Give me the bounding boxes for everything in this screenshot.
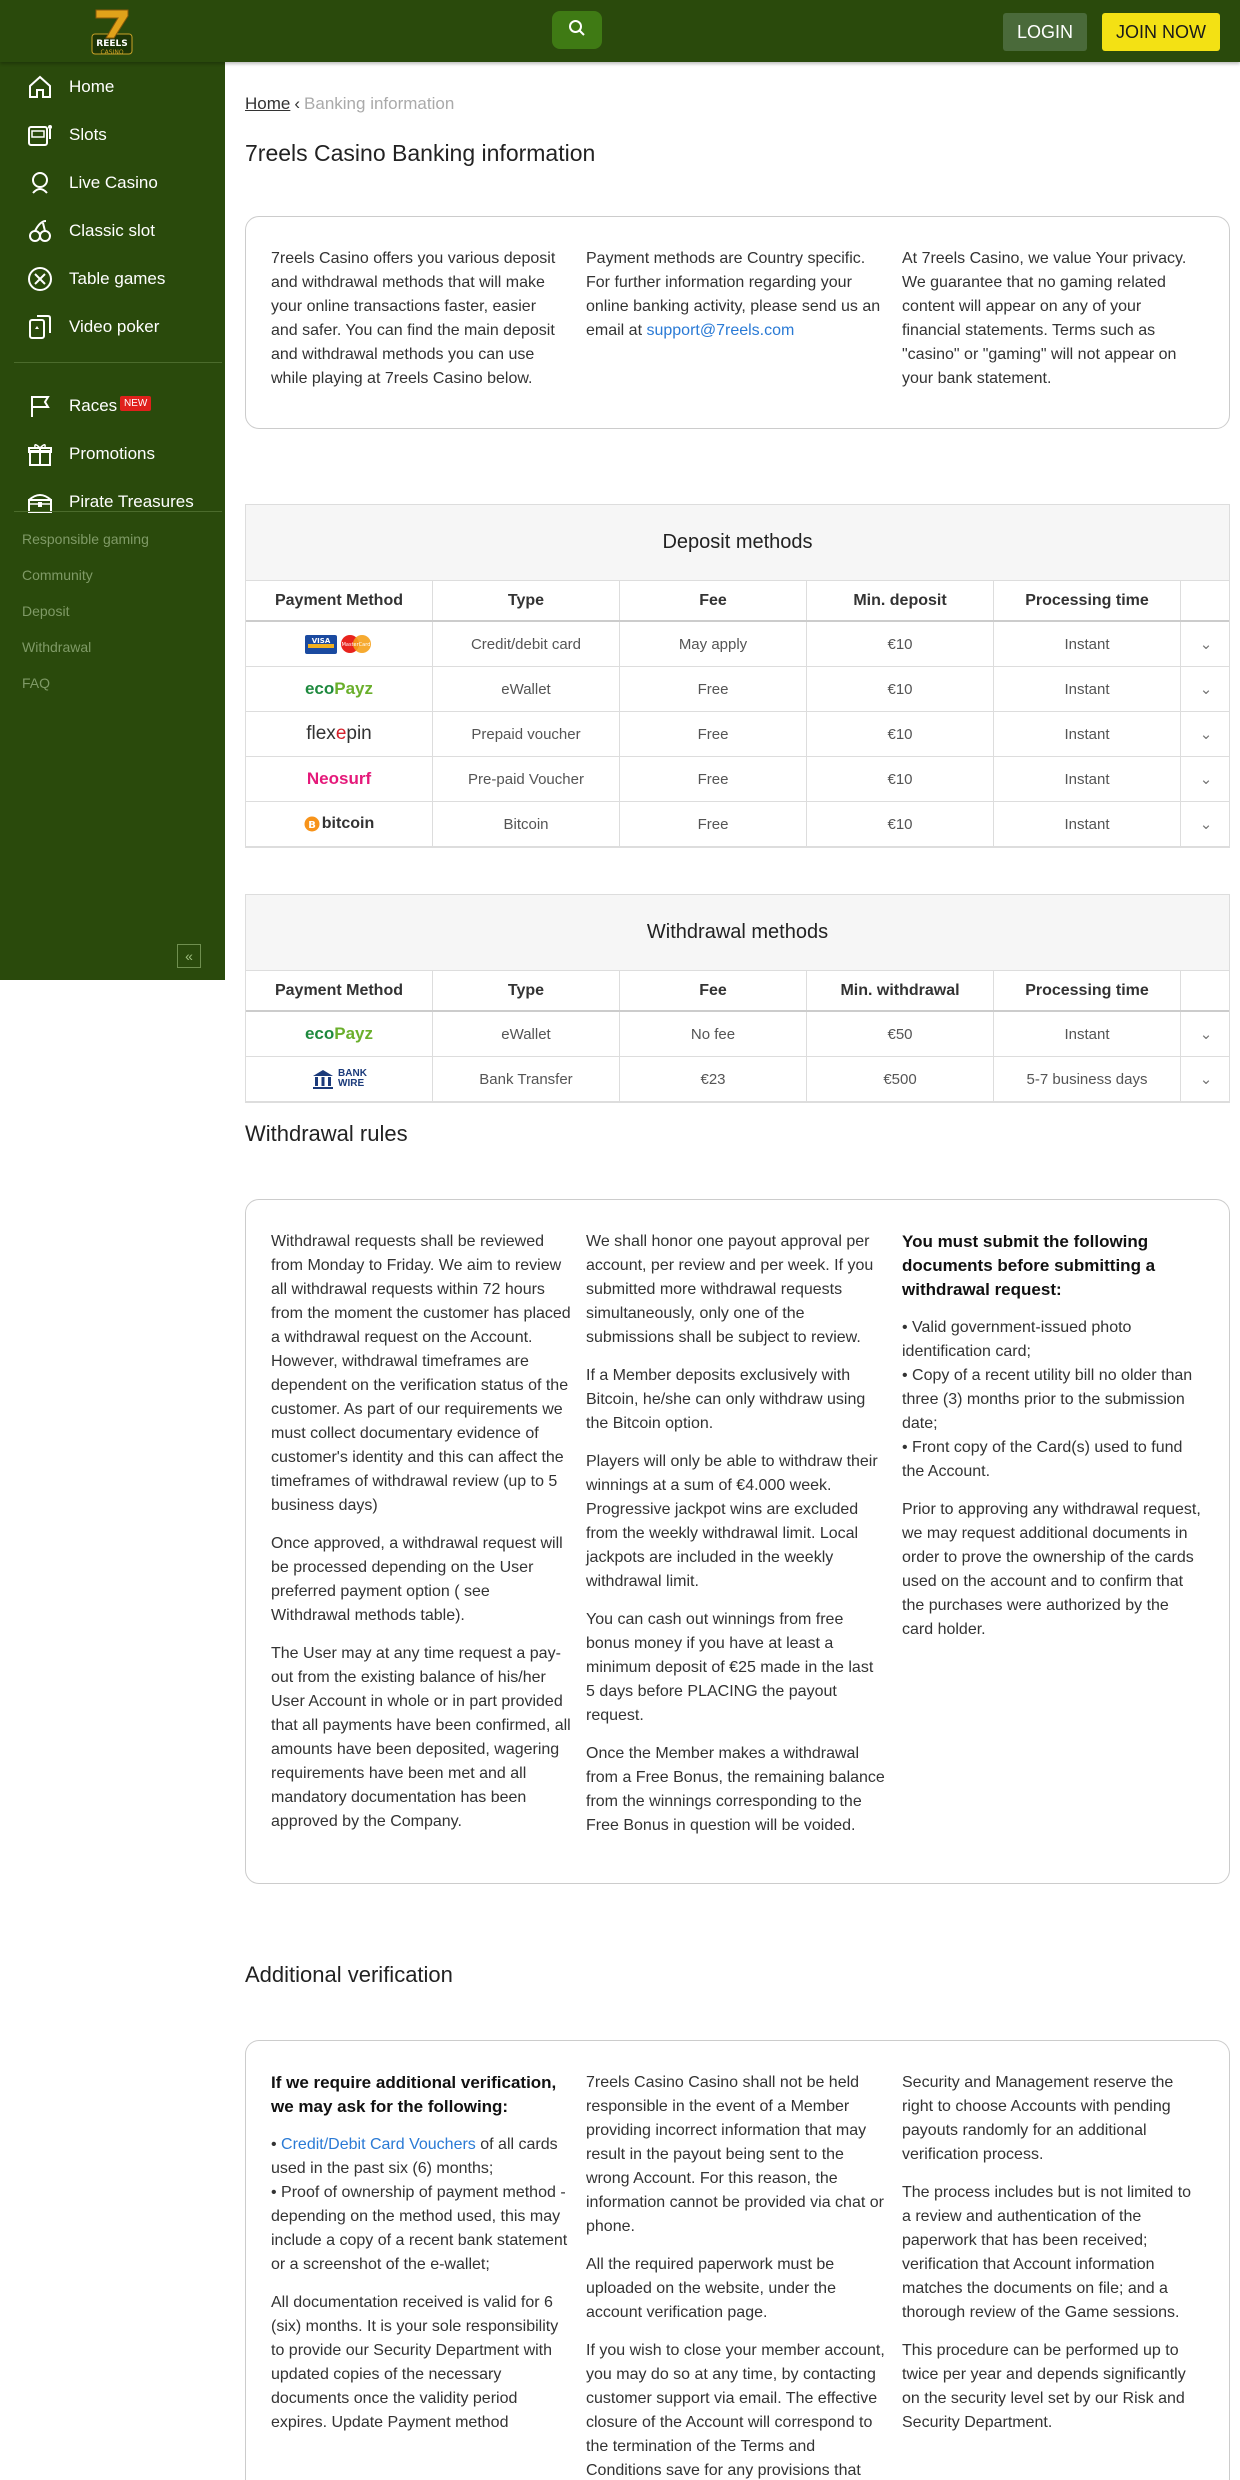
breadcrumb-current: Banking information	[304, 94, 455, 113]
min-withdrawal-cell: €50	[807, 1012, 994, 1056]
deposit-methods-table	[245, 504, 1230, 848]
visa-mastercard-logo	[246, 622, 433, 666]
processing-time-cell: 5-7 business days	[994, 1057, 1181, 1101]
double-chevron-left-icon: «	[185, 948, 193, 964]
sidebar-item-pirate-treasures[interactable]	[0, 480, 225, 524]
intro-card	[245, 216, 1230, 429]
cards-icon	[26, 313, 54, 341]
column-header: Fee	[620, 581, 807, 620]
min-deposit-cell: €10	[807, 802, 994, 846]
list-item: • Front copy of the Card(s) used to fund the Account.	[902, 1439, 1183, 1480]
min-withdrawal-cell: €500	[807, 1057, 994, 1101]
support-email-link[interactable]: support@7reels.com	[646, 322, 795, 339]
intro-col-3: At 7reels Casino, we value Your privacy. We guarantee that no gaming related content will appear on any of your financial statements. Terms such as "casino" or "gaming" will not appear on your bank statement.	[902, 250, 1187, 387]
chevron-down-icon[interactable]: ⌄	[1199, 726, 1213, 743]
sidebar-item-slots[interactable]	[0, 113, 225, 157]
sidebar-link-faq[interactable]: FAQ	[22, 675, 51, 691]
min-deposit-cell: €10	[807, 622, 994, 666]
top-bar	[0, 0, 1240, 62]
type-cell: Pre-paid Voucher	[433, 757, 620, 801]
collapse-sidebar-button[interactable]	[177, 944, 201, 968]
type-cell: eWallet	[433, 667, 620, 711]
min-deposit-cell: €10	[807, 667, 994, 711]
sidebar-item-races[interactable]	[0, 384, 225, 428]
sidebar-item-promotions[interactable]	[0, 432, 225, 476]
deposit-table-title: Deposit methods	[246, 505, 1229, 581]
verification-paragraph: This procedure can be performed up to twice per year and depends significantly on the security level set by our Risk and Security Department.	[902, 2342, 1186, 2431]
search-button[interactable]	[552, 11, 602, 49]
column-header: Fee	[620, 971, 807, 1010]
fee-cell: Free	[620, 802, 807, 846]
rule-paragraph: Withdrawal requests shall be reviewed from Monday to Friday. We aim to review all withdrawal requests within 72 hours from the moment the customer has placed a withdrawal request on the Account. However, withdrawal timeframes are dependent on the verification status of the customer. As part of our requirements we must collect documentary evidence of customer's identity and this can affect the timeframes of withdrawal review (up to 5 business days)	[271, 1233, 571, 1514]
column-header: Type	[433, 581, 620, 620]
verification-paragraph: Security and Management reserve the right to choose Accounts with pending payouts randomly for an additional verification process.	[902, 2074, 1174, 2163]
sidebar-item-label: Pirate Treasures	[69, 492, 194, 511]
chevron-down-icon[interactable]: ⌄	[1199, 1071, 1213, 1088]
table-header-row	[246, 581, 1229, 622]
type-cell: Credit/debit card	[433, 622, 620, 666]
svg-text:REELS: REELS	[96, 39, 128, 49]
withdrawal-rules-title: Withdrawal rules	[245, 1121, 408, 1146]
list-item: • Copy of a recent utility bill no older than three (3) months prior to the submission date;	[902, 1367, 1193, 1432]
table-row[interactable]	[246, 757, 1229, 802]
type-cell: eWallet	[433, 1012, 620, 1056]
sidebar-item-label: Slots	[69, 125, 107, 144]
svg-text:CASINO: CASINO	[100, 49, 124, 56]
search-icon	[568, 19, 586, 42]
gift-icon	[26, 440, 54, 468]
column-header: Payment Method	[246, 581, 433, 620]
fee-cell: Free	[620, 712, 807, 756]
sidebar-divider	[14, 362, 222, 363]
required-documents-list	[902, 1316, 1202, 1484]
sidebar-item-label: Video poker	[69, 317, 160, 336]
intro-col-2-text: Payment methods are Country specific. For further information regarding your online banking activity, please send us an email at	[586, 250, 881, 339]
verification-heading: If we require additional verification, we may ask for the following:	[271, 2073, 557, 2116]
verification-col-2	[586, 2071, 886, 2480]
min-deposit-cell: €10	[807, 757, 994, 801]
intro-col-1: 7reels Casino offers you various deposit and withdrawal methods that will make your online transactions faster, easier and safer. You can find the main deposit and withdrawal methods you can use while playing at 7reels Casino below.	[271, 250, 556, 387]
sidebar-item-label: Home	[69, 77, 115, 96]
sidebar-item-label: Races	[69, 396, 118, 415]
verification-list	[271, 2133, 571, 2277]
rule-paragraph: Once approved, a withdrawal request will be processed depending on the User preferred payment option ( see Withdrawal methods table).	[271, 1535, 563, 1624]
sidebar-item-table-games[interactable]	[0, 257, 225, 301]
rule-paragraph: Prior to approving any withdrawal request, we may request additional documents in order to prove the ownership of the cards used on the account and to confirm that the purchases were authorized by the card holder.	[902, 1501, 1201, 1638]
slot-machine-icon	[26, 121, 54, 149]
processing-time-cell: Instant	[994, 667, 1181, 711]
list-item: • Valid government-issued photo identification card;	[902, 1319, 1132, 1360]
sidebar-item-label: Live Casino	[69, 173, 158, 192]
new-badge: NEW	[120, 396, 151, 411]
verification-paragraph: 7reels Casino Casino shall not be held responsible in the event of a Member providing incorrect information that may result in the payout being sent to the wrong Account. For this reason, the information cannot be provided via chat or phone.	[586, 2074, 884, 2235]
chevron-down-icon[interactable]: ⌄	[1199, 771, 1213, 788]
rule-paragraph: Players will only be able to withdraw their winnings at a sum of €4.000 week. Progressive jackpot wins are excluded from the weekly withdrawal limit. Local jackpots are included in the weekly withdrawal limit.	[586, 1453, 878, 1590]
column-header: Min. withdrawal	[807, 971, 994, 1010]
rule-paragraph: Once the Member makes a withdrawal from a Free Bonus, the remaining balance from the winnings corresponding to the Free Bonus in question will be voided.	[586, 1745, 885, 1834]
rule-paragraph: If a Member deposits exclusively with Bitcoin, he/she can only withdraw using the Bitcoin option.	[586, 1367, 866, 1432]
list-item-text: of all cards used in the past six (6) months;	[271, 2136, 558, 2177]
table-header-row	[246, 971, 1229, 1012]
sidebar-item-classic-slot[interactable]	[0, 209, 225, 253]
sidebar	[0, 62, 225, 980]
additional-verification-card	[245, 2040, 1230, 2480]
processing-time-cell: Instant	[994, 757, 1181, 801]
live-dealer-icon	[26, 169, 54, 197]
intro-col-2	[586, 247, 886, 343]
chevron-down-icon[interactable]: ⌄	[1199, 1026, 1213, 1043]
processing-time-cell: Instant	[994, 712, 1181, 756]
sidebar-divider	[14, 511, 222, 512]
min-deposit-cell: €10	[807, 712, 994, 756]
verification-paragraph: The process includes but is not limited to a review and authentication of the paperwork that has been received; verification that Account information matches the documents on file; and a thorough review of the Game sessions.	[902, 2184, 1192, 2321]
svg-text:B: B	[307, 820, 316, 831]
svg-text:VISA: VISA	[311, 637, 331, 645]
type-cell: Bank Transfer	[433, 1057, 620, 1101]
verification-paragraph: If you wish to close your member account, you may do so at any time, by contacting customer support via email. The effective closure of the Account will correspond to the termination of the Terms and Conditions save for any provisions that	[586, 2342, 885, 2479]
processing-time-cell: Instant	[994, 1012, 1181, 1056]
sidebar-item-label: Promotions	[69, 444, 155, 463]
withdrawal-methods-table	[245, 894, 1230, 1103]
sidebar-link-responsible-gaming[interactable]: Responsible gaming	[22, 531, 149, 547]
sidebar-item-video-poker[interactable]	[0, 305, 225, 349]
sidebar-item-label: Classic slot	[69, 221, 155, 240]
rule-paragraph: The User may at any time request a pay-out from the existing balance of his/her User Account in whole or in part provided that all payments have been confirmed, all amounts have been deposited, wagering requirements have been met and all mandatory documentation has been approved by the Company.	[271, 1645, 571, 1830]
column-header-empty	[1181, 971, 1231, 1010]
verification-col-3	[902, 2071, 1202, 2449]
table-row[interactable]	[246, 622, 1229, 667]
flag-icon	[26, 392, 54, 420]
login-button[interactable]: LOGIN	[1003, 13, 1087, 51]
flexepin-logo: flexepin	[246, 712, 433, 756]
sidebar-link-withdrawal[interactable]: Withdrawal	[22, 639, 92, 655]
sidebar-item-label: Table games	[69, 269, 166, 288]
breadcrumb-home[interactable]: Home	[245, 94, 291, 113]
bank-wire-logo: BANK WIRE	[246, 1057, 433, 1101]
processing-time-cell: Instant	[994, 622, 1181, 666]
sidebar-item-home[interactable]	[0, 65, 225, 109]
column-header-empty	[1181, 581, 1231, 620]
neosurf-logo: Neosurf	[246, 757, 433, 801]
withdrawal-rules-col-1	[271, 1230, 571, 1848]
chevron-down-icon[interactable]: ⌄	[1199, 636, 1213, 653]
fee-cell: No fee	[620, 1012, 807, 1056]
chevron-down-icon[interactable]: ⌄	[1199, 816, 1213, 833]
column-header: Payment Method	[246, 971, 433, 1010]
join-now-button[interactable]: JOIN NOW	[1102, 13, 1220, 51]
verification-col-1	[271, 2071, 571, 2449]
fee-cell: €23	[620, 1057, 807, 1101]
rule-paragraph: We shall honor one payout approval per account, per review and per week. If you submitted more withdrawal requests simultaneously, only one of the submissions shall be subject to review.	[586, 1233, 874, 1346]
withdrawal-rules-card	[245, 1199, 1230, 1884]
table-row[interactable]	[246, 1012, 1229, 1057]
ecopayz-logo: ecoPayz	[246, 667, 433, 711]
7reels-logo[interactable]	[88, 4, 136, 58]
bitcoin-logo: B bitcoin	[246, 802, 433, 846]
type-cell: Prepaid voucher	[433, 712, 620, 756]
cherries-icon	[26, 217, 54, 245]
additional-verification-title: Additional verification	[245, 1962, 453, 1987]
sidebar-link-community[interactable]: Community	[22, 567, 93, 583]
list-item: • Proof of ownership of payment method - depending on the method used, this may include a copy of a recent bank statement or a screenshot of the e-wallet;	[271, 2184, 568, 2273]
breadcrumb	[245, 94, 454, 114]
card-vouchers-link[interactable]: Credit/Debit Card Vouchers	[281, 2136, 476, 2153]
sidebar-item-live-casino[interactable]	[0, 161, 225, 205]
home-icon	[26, 73, 54, 101]
fee-cell: May apply	[620, 622, 807, 666]
rule-paragraph: You can cash out winnings from free bonus money if you have at least a minimum deposit of €25 made in the last 5 days before PLACING the payout request.	[586, 1611, 874, 1724]
table-row[interactable]	[246, 1057, 1229, 1102]
page-title: 7reels Casino Banking information	[245, 140, 596, 166]
chevron-down-icon[interactable]: ⌄	[1199, 681, 1213, 698]
withdrawal-rules-col-2	[586, 1230, 886, 1852]
table-row[interactable]	[246, 667, 1229, 712]
withdrawal-table-title: Withdrawal methods	[246, 895, 1229, 971]
required-documents-heading: You must submit the following documents before submitting a withdrawal request:	[902, 1232, 1156, 1299]
type-cell: Bitcoin	[433, 802, 620, 846]
chevron-left-icon: ‹	[294, 94, 301, 113]
verification-paragraph: All documentation received is valid for 6 (six) months. It is your sole responsibility to provide our Security Department with updated copies of the necessary documents once the validity period expires. Update Payment method	[271, 2294, 559, 2431]
ecopayz-logo: ecoPayz	[246, 1012, 433, 1056]
column-header: Processing time	[994, 971, 1181, 1010]
sidebar-link-deposit[interactable]: Deposit	[22, 603, 70, 619]
withdrawal-rules-col-3	[902, 1230, 1202, 1656]
table-row[interactable]	[246, 712, 1229, 757]
column-header: Processing time	[994, 581, 1181, 620]
processing-time-cell: Instant	[994, 802, 1181, 846]
column-header: Min. deposit	[807, 581, 994, 620]
table-row[interactable]	[246, 802, 1229, 847]
fee-cell: Free	[620, 667, 807, 711]
list-item: • Credit/Debit Card Vouchers of all cards used in the past six (6) months;	[271, 2136, 558, 2177]
roulette-icon	[26, 265, 54, 293]
svg-text:MasterCard: MasterCard	[341, 642, 371, 648]
verification-paragraph: All the required paperwork must be uploaded on the website, under the account verification page.	[586, 2256, 836, 2321]
fee-cell: Free	[620, 757, 807, 801]
column-header: Type	[433, 971, 620, 1010]
